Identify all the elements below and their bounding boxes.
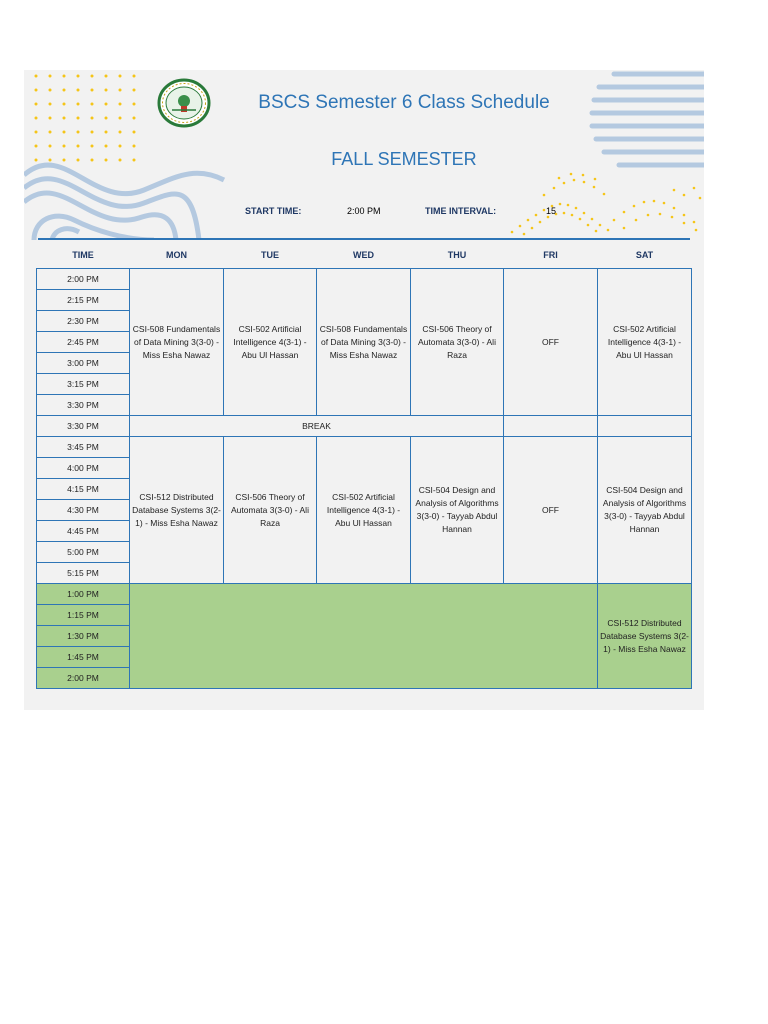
class-cell-thu-2: CSI-504 Design and Analysis of Algorithms 3(3-0) - Tayyab Abdul Hannan <box>411 437 504 584</box>
time-cell: 1:45 PM <box>37 647 130 668</box>
blue-stripe-pattern-right <box>592 74 704 165</box>
table-row <box>37 269 692 290</box>
time-cell: 4:45 PM <box>37 521 130 542</box>
column-header-wed: WED <box>353 249 374 260</box>
time-cell: 3:45 PM <box>37 437 130 458</box>
empty-green-block <box>130 584 598 689</box>
class-cell-mon-1: CSI-508 Fundamentals of Data Mining 3(3-0) - Miss Esha Nawaz <box>130 269 224 416</box>
time-interval-label: TIME INTERVAL: <box>425 206 497 216</box>
blue-wave-pattern-left <box>24 165 224 240</box>
time-cell: 3:30 PM <box>37 395 130 416</box>
column-header-mon: MON <box>166 249 187 260</box>
class-cell-tue-1: CSI-502 Artificial Intelligence 4(3-1) - Abu Ul Hassan <box>224 269 317 416</box>
time-cell: 1:30 PM <box>37 626 130 647</box>
time-cell: 3:30 PM <box>37 416 130 437</box>
class-cell-tue-2: CSI-506 Theory of Automata 3(3-0) - Ali Raza <box>224 437 317 584</box>
class-cell-thu-1: CSI-506 Theory of Automata 3(3-0) - Ali Raza <box>411 269 504 416</box>
yellow-dot-pattern-right <box>511 173 702 236</box>
table-row <box>37 584 692 605</box>
time-cell: 2:00 PM <box>37 269 130 290</box>
university-logo <box>157 78 211 128</box>
header-divider <box>38 238 690 240</box>
time-cell: 3:15 PM <box>37 374 130 395</box>
time-cell: 1:15 PM <box>37 605 130 626</box>
class-cell-sat-1: CSI-502 Artificial Intelligence 4(3-1) - Abu Ul Hassan <box>598 269 692 416</box>
start-time-value: 2:00 PM <box>347 206 381 216</box>
empty-cell <box>504 416 598 437</box>
time-cell: 2:30 PM <box>37 311 130 332</box>
time-interval-value: 15 <box>546 206 557 216</box>
class-cell-sat-2: CSI-504 Design and Analysis of Algorithms 3(3-0) - Tayyab Abdul Hannan <box>598 437 692 584</box>
time-cell: 4:15 PM <box>37 479 130 500</box>
time-cell: 4:30 PM <box>37 500 130 521</box>
table-header-row <box>37 241 692 269</box>
class-cell-mon-2: CSI-512 Distributed Database Systems 3(2-1) - Miss Esha Nawaz <box>130 437 224 584</box>
break-row <box>37 416 692 437</box>
semester-title: FALL SEMESTER <box>331 149 477 169</box>
start-time-label: START TIME: <box>245 206 302 216</box>
time-cell: 2:00 PM <box>37 668 130 689</box>
page-title: BSCS Semester 6 Class Schedule <box>258 92 550 113</box>
break-cell: BREAK <box>130 416 504 437</box>
column-header-thu: THU <box>447 249 467 260</box>
time-cell: 4:00 PM <box>37 458 130 479</box>
class-cell-fri-1: OFF <box>504 269 598 416</box>
class-cell-wed-2: CSI-502 Artificial Intelligence 4(3-1) - Abu Ul Hassan <box>317 437 411 584</box>
class-cell-sat-3: CSI-512 Distributed Database Systems 3(2-1) - Miss Esha Nawaz <box>598 584 692 689</box>
table-row <box>37 437 692 458</box>
schedule-table <box>36 241 692 689</box>
column-header-sat: SAT <box>635 249 654 260</box>
time-cell: 2:45 PM <box>37 332 130 353</box>
column-header-fri: FRI <box>543 249 558 260</box>
column-header-time: TIME <box>72 249 94 260</box>
time-cell: 2:15 PM <box>37 290 130 311</box>
time-cell: 5:15 PM <box>37 563 130 584</box>
class-cell-fri-2: OFF <box>504 437 598 584</box>
time-cell: 1:00 PM <box>37 584 130 605</box>
empty-cell <box>598 416 692 437</box>
time-cell: 3:00 PM <box>37 353 130 374</box>
time-cell: 5:00 PM <box>37 542 130 563</box>
yellow-dot-pattern-left <box>35 75 136 162</box>
class-cell-wed-1: CSI-508 Fundamentals of Data Mining 3(3-0) - Miss Esha Nawaz <box>317 269 411 416</box>
column-header-tue: TUE <box>261 249 279 260</box>
